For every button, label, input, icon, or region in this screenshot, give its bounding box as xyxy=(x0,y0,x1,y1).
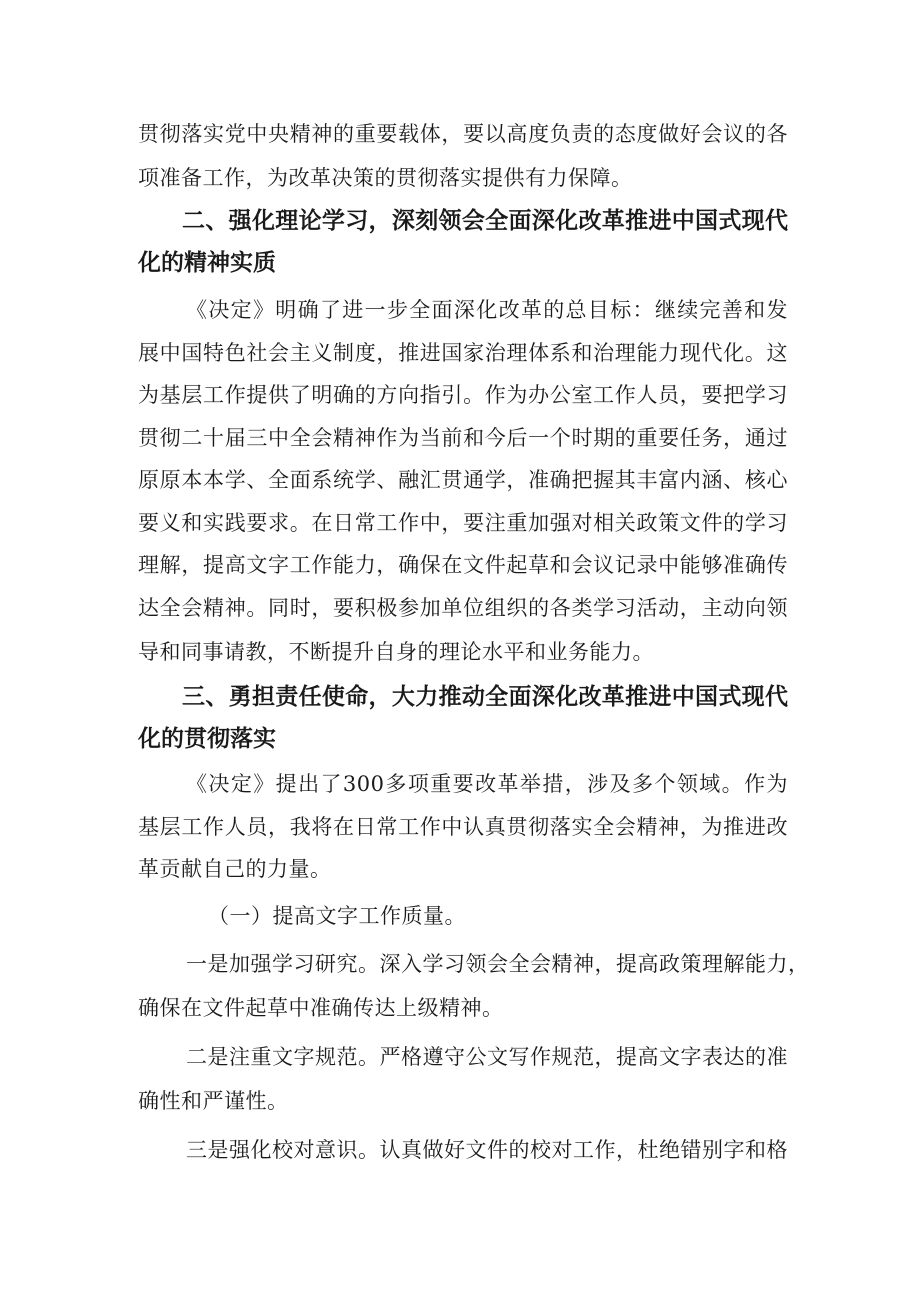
list-item-line: 二是注重文字规范。严格遵守公文写作规范，提高文字表达的准 xyxy=(186,1045,788,1069)
section-heading: 化的贯彻落实 xyxy=(138,726,276,752)
paragraph-line: 项准备工作，为改革决策的贯彻落实提供有力保障。 xyxy=(138,166,633,190)
list-item-line: 一是加强学习研究。深入学习领会全会精神，提高政策理解能力， xyxy=(186,952,810,976)
paragraph-line: 《决定》明确了进一步全面深化改革的总目标：继续完善和发 xyxy=(186,298,788,322)
list-item-line: 确保在文件起草中准确传达上级精神。 xyxy=(138,996,504,1020)
paragraph-line: 达全会精神。同时，要积极参加单位组织的各类学习活动，主动向领 xyxy=(138,596,788,620)
paragraph-line: 导和同事请教，不断提升自身的理论水平和业务能力。 xyxy=(138,640,654,664)
paragraph-line: 为基层工作提供了明确的方向指引。作为办公室工作人员，要把学习 xyxy=(138,383,788,407)
paragraph-line: 理解，提高文字工作能力，确保在文件起草和会议记录中能够准确传 xyxy=(138,553,788,577)
paragraph-line: 贯彻落实党中央精神的重要载体，要以高度负责的态度做好会议的各 xyxy=(138,122,788,146)
paragraph-line: 原原本本学、全面系统学、融汇贯通学，准确把握其丰富内涵、核心 xyxy=(138,468,788,492)
section-heading: 三、勇担责任使命，大力推动全面深化改革推进中国式现代 xyxy=(182,684,788,710)
paragraph-line: 贯彻二十届三中全会精神作为当前和今后一个时期的重要任务，通过 xyxy=(138,426,788,450)
paragraph-line: 展中国特色社会主义制度，推进国家治理体系和治理能力现代化。这 xyxy=(138,341,788,365)
paragraph-line: 基层工作人员，我将在日常工作中认真贯彻落实全会精神，为推进改 xyxy=(138,815,788,839)
section-heading: 化的精神实质 xyxy=(138,250,276,276)
list-item-line: 三是强化校对意识。认真做好文件的校对工作，杜绝错别字和格 xyxy=(186,1138,788,1162)
paragraph-line: 《决定》提出了300多项重要改革举措，涉及多个领域。作为 xyxy=(186,772,788,796)
subsection-heading: （一）提高文字工作质量。 xyxy=(208,904,466,928)
paragraph-line: 要义和实践要求。在日常工作中，要注重加强对相关政策文件的学习 xyxy=(138,511,788,535)
paragraph-line: 革贡献自己的力量。 xyxy=(138,857,332,881)
section-heading: 二、强化理论学习，深刻领会全面深化改革推进中国式现代 xyxy=(182,208,788,234)
list-item-line: 确性和严谨性。 xyxy=(138,1089,289,1113)
